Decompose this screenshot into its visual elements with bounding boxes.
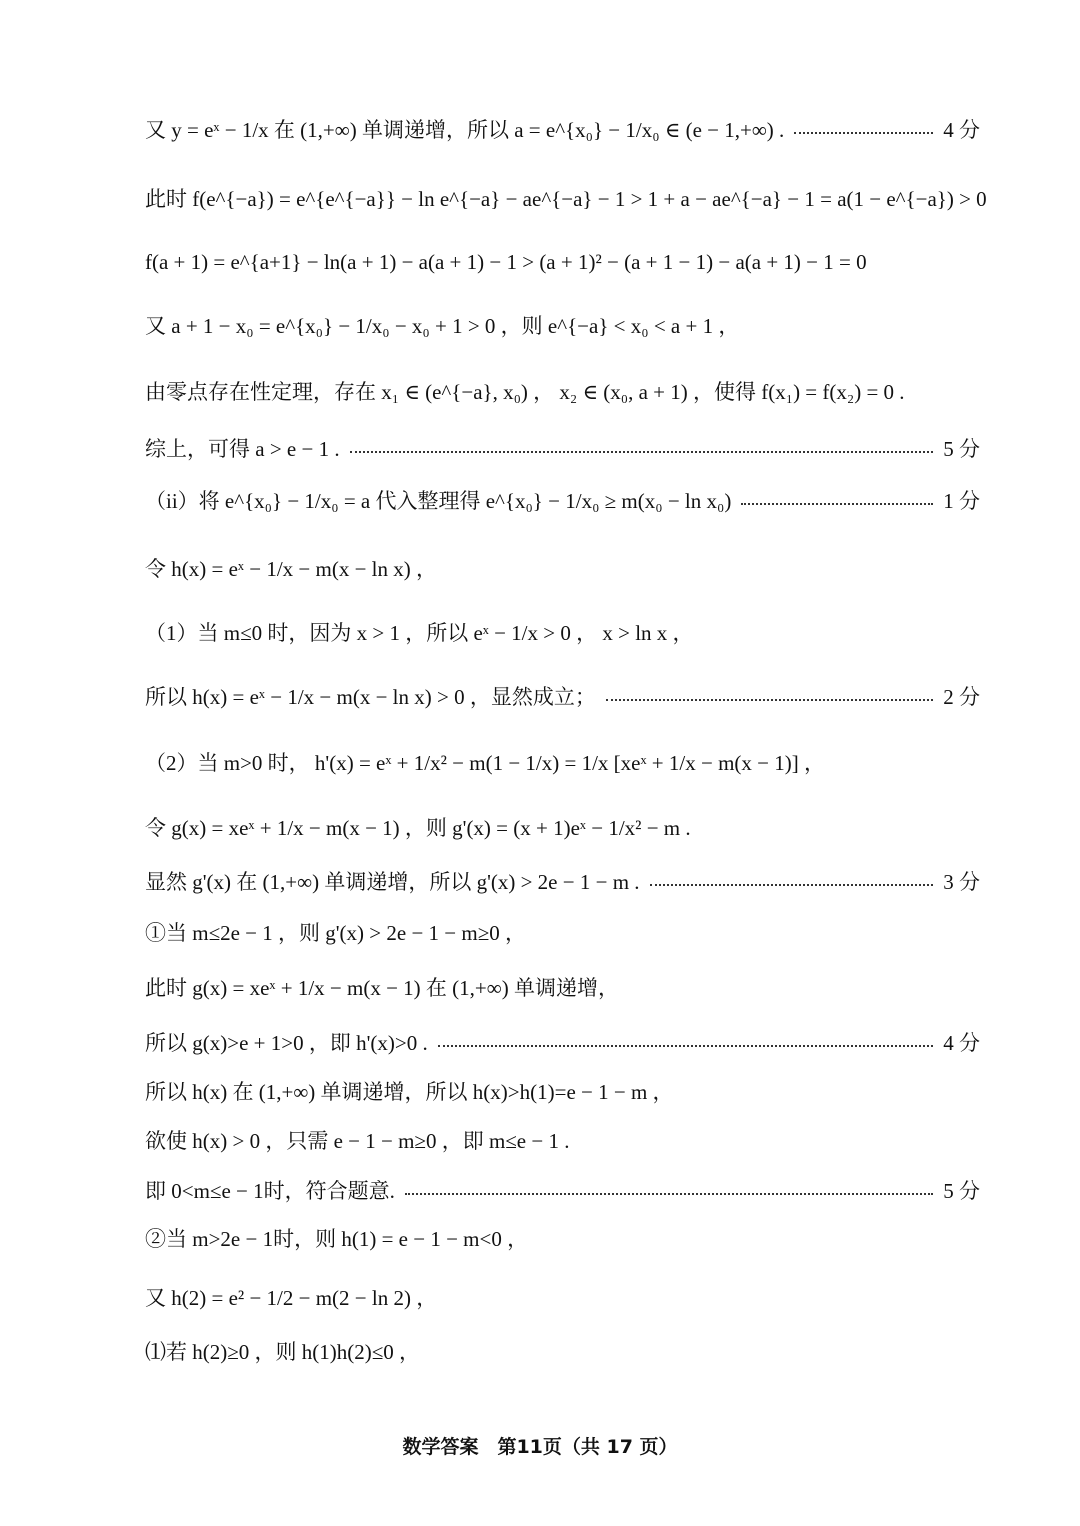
score-label: 4 分 [943, 118, 980, 142]
score-label: 5 分 [943, 437, 980, 461]
line-text: 综上，可得 a > e − 1 . [145, 437, 340, 461]
line-text: 此时 g(x) = xeˣ + 1/x − m(x − 1) 在 (1,+∞) 单调递增， [145, 976, 619, 1000]
line-text: f(a + 1) = e^{a+1} − ln(a + 1) − a(a + 1) − 1 > (a + 1)² − (a + 1 − 1) − a(a + 1) − 1 = 0 [145, 249, 867, 274]
line-14 [145, 904, 980, 960]
page-footer: 数学答案 第11页（共 17 页） [402, 1436, 678, 1458]
dot-leader [741, 503, 933, 505]
dot-leader [438, 1045, 934, 1047]
line-1 [145, 101, 980, 157]
line-text: （1）当 m≤0 时，因为 x > 1 ，所以 eˣ − 1/x > 0 ， x > ln x ， [145, 621, 694, 645]
dot-leader [405, 1193, 933, 1195]
line-2 [145, 170, 987, 226]
line-text: 令 h(x) = eˣ − 1/x − m(x − ln x) ， [145, 557, 437, 581]
line-text: （2）当 m>0 时， h'(x) = eˣ + 1/x² − m(1 − 1/x) = 1/x [xeˣ + 1/x − m(x − 1)] ， [145, 751, 825, 775]
score-label: 4 分 [943, 1031, 980, 1055]
line-text: 由零点存在性定理，存在 x₁ ∈ (e^{−a}, x₀) ， x₂ ∈ (x₀, a + 1) ，使得 f(x₁) = f(x₂) = 0 . [145, 380, 905, 404]
line-text: 所以 h(x) = eˣ − 1/x − m(x − ln x) > 0 ，显然成立； [145, 685, 596, 709]
line-8 [145, 540, 980, 596]
score-label: 3 分 [943, 870, 980, 894]
line-15 [145, 959, 980, 1015]
line-text: 此时 f(e^{−a}) = e^{e^{−a}} − ln e^{−a} − ae^{−a} − 1 > 1 + a − ae^{−a} − 1 = a(1 − e^{−a}) > 0 [145, 187, 987, 211]
line-18 [145, 1112, 980, 1168]
dot-leader [606, 699, 933, 701]
line-text: ①当 m≤2e − 1 ，则 g'(x) > 2e − 1 − m≥0 ， [145, 921, 527, 945]
line-12 [145, 799, 980, 855]
line-text: 又 a + 1 − x₀ = e^{x₀} − 1/x₀ − x₀ + 1 > 0 ，则 e^{−a} < x₀ < a + 1 ， [145, 314, 740, 338]
line-text: 所以 h(x) 在 (1,+∞) 单调递增，所以 h(x)>h(1)=e − 1 − m ， [145, 1080, 674, 1104]
line-text: 所以 g(x)>e + 1>0 ，即 h'(x)>0 . [145, 1031, 428, 1055]
line-text: 又 y = eˣ − 1/x 在 (1,+∞) 单调递增，所以 a = e^{x₀} − 1/x₀ ∈ (e − 1,+∞) . [145, 118, 785, 142]
line-16 [145, 1014, 980, 1070]
line-10 [145, 668, 980, 724]
line-9 [145, 604, 980, 660]
line-17 [145, 1063, 980, 1119]
line-text: 显然 g'(x) 在 (1,+∞) 单调递增，所以 g'(x) > 2e − 1 − m . [145, 870, 640, 894]
score-label: 2 分 [943, 685, 980, 709]
line-text: 令 g(x) = xeˣ + 1/x − m(x − 1) ，则 g'(x) = (x + 1)eˣ − 1/x² − m . [145, 816, 691, 840]
line-7 [145, 472, 980, 528]
score-label: 1 分 [943, 489, 980, 513]
line-text: ⑴若 h(2)≥0 ，则 h(1)h(2)≤0 ， [145, 1340, 421, 1364]
line-5 [145, 363, 980, 419]
line-20 [145, 1210, 980, 1266]
dot-leader [794, 132, 933, 134]
dot-leader [350, 451, 934, 453]
score-label: 5 分 [943, 1179, 980, 1203]
line-22 [145, 1323, 980, 1379]
dot-leader [650, 884, 934, 886]
line-text: 即 0<m≤e − 1时，符合题意. [145, 1179, 395, 1203]
line-text: （ii）将 e^{x₀} − 1/x₀ = a 代入整理得 e^{x₀} − 1/x₀ ≥ m(x₀ − ln x₀) [145, 489, 732, 513]
line-text: ②当 m>2e − 1时，则 h(1) = e − 1 − m<0 ， [145, 1227, 529, 1251]
line-13 [145, 853, 980, 909]
line-text: 又 h(2) = e² − 1/2 − m(2 − ln 2) ， [145, 1286, 438, 1310]
line-3 [145, 234, 980, 290]
line-21 [145, 1269, 980, 1325]
line-text: 欲使 h(x) > 0 ，只需 e − 1 − m≥0 ，即 m≤e − 1 . [145, 1129, 570, 1153]
line-6 [145, 420, 980, 476]
line-4 [145, 297, 980, 353]
line-11 [145, 734, 980, 790]
